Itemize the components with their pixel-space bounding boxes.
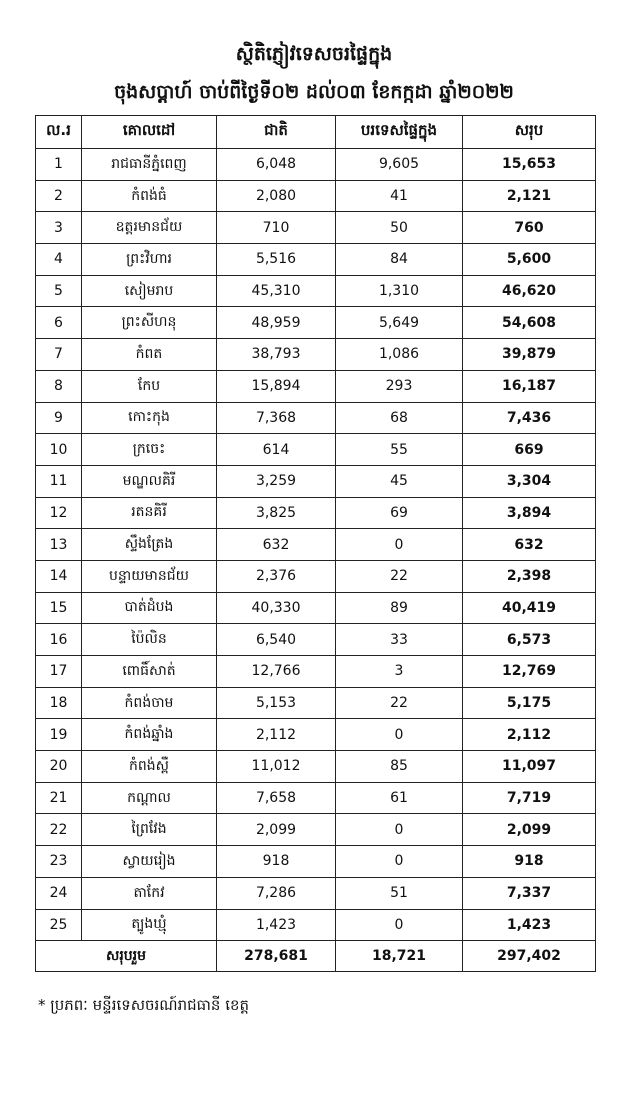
cell-destination: ឧត្តរមានជ័យ: [82, 212, 217, 244]
cell-national: 7,286: [217, 877, 336, 909]
table-header-row: [36, 116, 596, 149]
cell-national: 15,894: [217, 370, 336, 402]
column-header-no: ល.រ: [36, 116, 82, 149]
cell-international: 61: [336, 782, 463, 814]
cell-no: 25: [36, 909, 82, 941]
cell-destination: កំពង់ឆ្នាំង: [82, 719, 217, 751]
cell-destination: កែប: [82, 370, 217, 402]
cell-international: 0: [336, 529, 463, 561]
table-row: [36, 560, 596, 592]
cell-national: 614: [217, 434, 336, 466]
cell-total: 3,894: [463, 497, 596, 529]
cell-international: 84: [336, 244, 463, 276]
cell-international: 0: [336, 814, 463, 846]
cell-total: 2,398: [463, 560, 596, 592]
table-row: [36, 529, 596, 561]
cell-total: 39,879: [463, 339, 596, 371]
cell-total: 11,097: [463, 751, 596, 783]
tourist-statistics-table: [35, 115, 596, 972]
source-footnote: * ប្រភពៈ មន្ទីរទេសចរណ៍រាជធានី ខេត្ត: [38, 996, 250, 1014]
cell-total: 6,573: [463, 624, 596, 656]
cell-destination: រតនគិរី: [82, 497, 217, 529]
cell-destination: កំពត: [82, 339, 217, 371]
cell-international: 22: [336, 560, 463, 592]
cell-total: 12,769: [463, 656, 596, 688]
cell-no: 17: [36, 656, 82, 688]
cell-no: 3: [36, 212, 82, 244]
cell-no: 22: [36, 814, 82, 846]
cell-destination: ក្រចេះ: [82, 434, 217, 466]
cell-national: 6,048: [217, 149, 336, 181]
cell-international: 9,605: [336, 149, 463, 181]
cell-national: 918: [217, 846, 336, 878]
cell-international: 1,086: [336, 339, 463, 371]
cell-national: 48,959: [217, 307, 336, 339]
cell-international: 1,310: [336, 275, 463, 307]
cell-destination: ស្ទឹងត្រែង: [82, 529, 217, 561]
table-row: [36, 719, 596, 751]
cell-no: 12: [36, 497, 82, 529]
cell-destination: បន្ទាយមានជ័យ: [82, 560, 217, 592]
cell-destination: រាជធានីភ្នំពេញ: [82, 149, 217, 181]
cell-international: 68: [336, 402, 463, 434]
cell-destination: កំពង់ស្ពឺ: [82, 751, 217, 783]
cell-no: 14: [36, 560, 82, 592]
cell-destination: ត្បូងឃ្មុំ: [82, 909, 217, 941]
table-row: [36, 877, 596, 909]
cell-no: 10: [36, 434, 82, 466]
cell-international: 3: [336, 656, 463, 688]
table-row: [36, 497, 596, 529]
cell-national: 7,658: [217, 782, 336, 814]
cell-national: 2,099: [217, 814, 336, 846]
column-header-national: ជាតិ: [217, 116, 336, 149]
cell-international: 50: [336, 212, 463, 244]
cell-total: 5,600: [463, 244, 596, 276]
cell-national: 2,376: [217, 560, 336, 592]
column-header-total: សរុប: [463, 116, 596, 149]
table-row: [36, 814, 596, 846]
cell-international: 45: [336, 465, 463, 497]
cell-no: 23: [36, 846, 82, 878]
cell-national: 710: [217, 212, 336, 244]
cell-national: 3,825: [217, 497, 336, 529]
grand-total-label: សរុបរួម: [36, 941, 217, 972]
table-row: [36, 244, 596, 276]
cell-no: 8: [36, 370, 82, 402]
cell-no: 7: [36, 339, 82, 371]
table-row: [36, 307, 596, 339]
grand-total-sum: 297,402: [463, 941, 596, 972]
grand-total-national: 278,681: [217, 941, 336, 972]
cell-destination: ព្រះសីហនុ: [82, 307, 217, 339]
cell-international: 0: [336, 846, 463, 878]
cell-total: 669: [463, 434, 596, 466]
cell-national: 5,516: [217, 244, 336, 276]
cell-destination: កណ្តាល: [82, 782, 217, 814]
cell-total: 3,304: [463, 465, 596, 497]
table-row: [36, 751, 596, 783]
cell-international: 89: [336, 592, 463, 624]
cell-total: 7,719: [463, 782, 596, 814]
cell-international: 85: [336, 751, 463, 783]
cell-no: 15: [36, 592, 82, 624]
table-row: [36, 465, 596, 497]
cell-no: 9: [36, 402, 82, 434]
cell-international: 69: [336, 497, 463, 529]
table-row: [36, 846, 596, 878]
cell-destination: បាត់ដំបង: [82, 592, 217, 624]
cell-no: 16: [36, 624, 82, 656]
cell-total: 40,419: [463, 592, 596, 624]
grand-total-international: 18,721: [336, 941, 463, 972]
cell-destination: ព្រះវិហារ: [82, 244, 217, 276]
cell-total: 16,187: [463, 370, 596, 402]
cell-international: 5,649: [336, 307, 463, 339]
cell-total: 2,112: [463, 719, 596, 751]
grand-total-row: [36, 941, 596, 972]
cell-national: 40,330: [217, 592, 336, 624]
cell-destination: កំពង់ចាម: [82, 687, 217, 719]
table-row: [36, 149, 596, 181]
cell-destination: តាកែវ: [82, 877, 217, 909]
cell-no: 2: [36, 180, 82, 212]
table-row: [36, 687, 596, 719]
cell-international: 293: [336, 370, 463, 402]
table-row: [36, 275, 596, 307]
cell-national: 7,368: [217, 402, 336, 434]
cell-national: 11,012: [217, 751, 336, 783]
cell-national: 5,153: [217, 687, 336, 719]
cell-total: 1,423: [463, 909, 596, 941]
cell-destination: មណ្ឌលគិរី: [82, 465, 217, 497]
table-row: [36, 592, 596, 624]
cell-national: 12,766: [217, 656, 336, 688]
cell-international: 22: [336, 687, 463, 719]
table-row: [36, 624, 596, 656]
table-row: [36, 782, 596, 814]
cell-destination: សៀមរាប: [82, 275, 217, 307]
cell-international: 55: [336, 434, 463, 466]
table-row: [36, 656, 596, 688]
table-row: [36, 212, 596, 244]
cell-total: 918: [463, 846, 596, 878]
cell-total: 632: [463, 529, 596, 561]
cell-total: 46,620: [463, 275, 596, 307]
cell-total: 15,653: [463, 149, 596, 181]
report-title: ស្ថិតិភ្ញៀវទេសចរផ្ទៃក្នុង: [235, 43, 393, 65]
table-body: [36, 149, 596, 941]
column-header-international: បរទេសផ្ទៃក្នុង: [336, 116, 463, 149]
cell-national: 1,423: [217, 909, 336, 941]
cell-no: 18: [36, 687, 82, 719]
cell-total: 760: [463, 212, 596, 244]
cell-national: 632: [217, 529, 336, 561]
cell-no: 19: [36, 719, 82, 751]
cell-no: 1: [36, 149, 82, 181]
cell-total: 54,608: [463, 307, 596, 339]
cell-national: 2,080: [217, 180, 336, 212]
cell-destination: ស្វាយរៀង: [82, 846, 217, 878]
cell-no: 13: [36, 529, 82, 561]
cell-international: 51: [336, 877, 463, 909]
table-row: [36, 370, 596, 402]
cell-total: 7,436: [463, 402, 596, 434]
cell-international: 33: [336, 624, 463, 656]
cell-destination: កំពង់ធំ: [82, 180, 217, 212]
column-header-destination: គោលដៅ: [82, 116, 217, 149]
cell-no: 21: [36, 782, 82, 814]
table-row: [36, 434, 596, 466]
cell-no: 11: [36, 465, 82, 497]
cell-no: 24: [36, 877, 82, 909]
table-row: [36, 339, 596, 371]
report-subtitle: ចុងសប្តាហ៍ ចាប់ពីថ្ងៃទី០២ ដល់០៣ ខែកក្កដា ឆ្នាំ២០២២: [114, 81, 514, 103]
table-row: [36, 909, 596, 941]
cell-national: 2,112: [217, 719, 336, 751]
cell-no: 20: [36, 751, 82, 783]
cell-international: 0: [336, 909, 463, 941]
table-row: [36, 402, 596, 434]
cell-total: 2,121: [463, 180, 596, 212]
cell-no: 5: [36, 275, 82, 307]
cell-total: 7,337: [463, 877, 596, 909]
cell-international: 41: [336, 180, 463, 212]
cell-destination: ព្រៃវែង: [82, 814, 217, 846]
cell-national: 3,259: [217, 465, 336, 497]
cell-international: 0: [336, 719, 463, 751]
cell-total: 5,175: [463, 687, 596, 719]
cell-total: 2,099: [463, 814, 596, 846]
cell-destination: កោះកុង: [82, 402, 217, 434]
cell-national: 45,310: [217, 275, 336, 307]
cell-no: 6: [36, 307, 82, 339]
cell-no: 4: [36, 244, 82, 276]
cell-destination: ពោធិ៍សាត់: [82, 656, 217, 688]
cell-destination: ប៉ៃលិន: [82, 624, 217, 656]
table-row: [36, 180, 596, 212]
cell-national: 6,540: [217, 624, 336, 656]
cell-national: 38,793: [217, 339, 336, 371]
